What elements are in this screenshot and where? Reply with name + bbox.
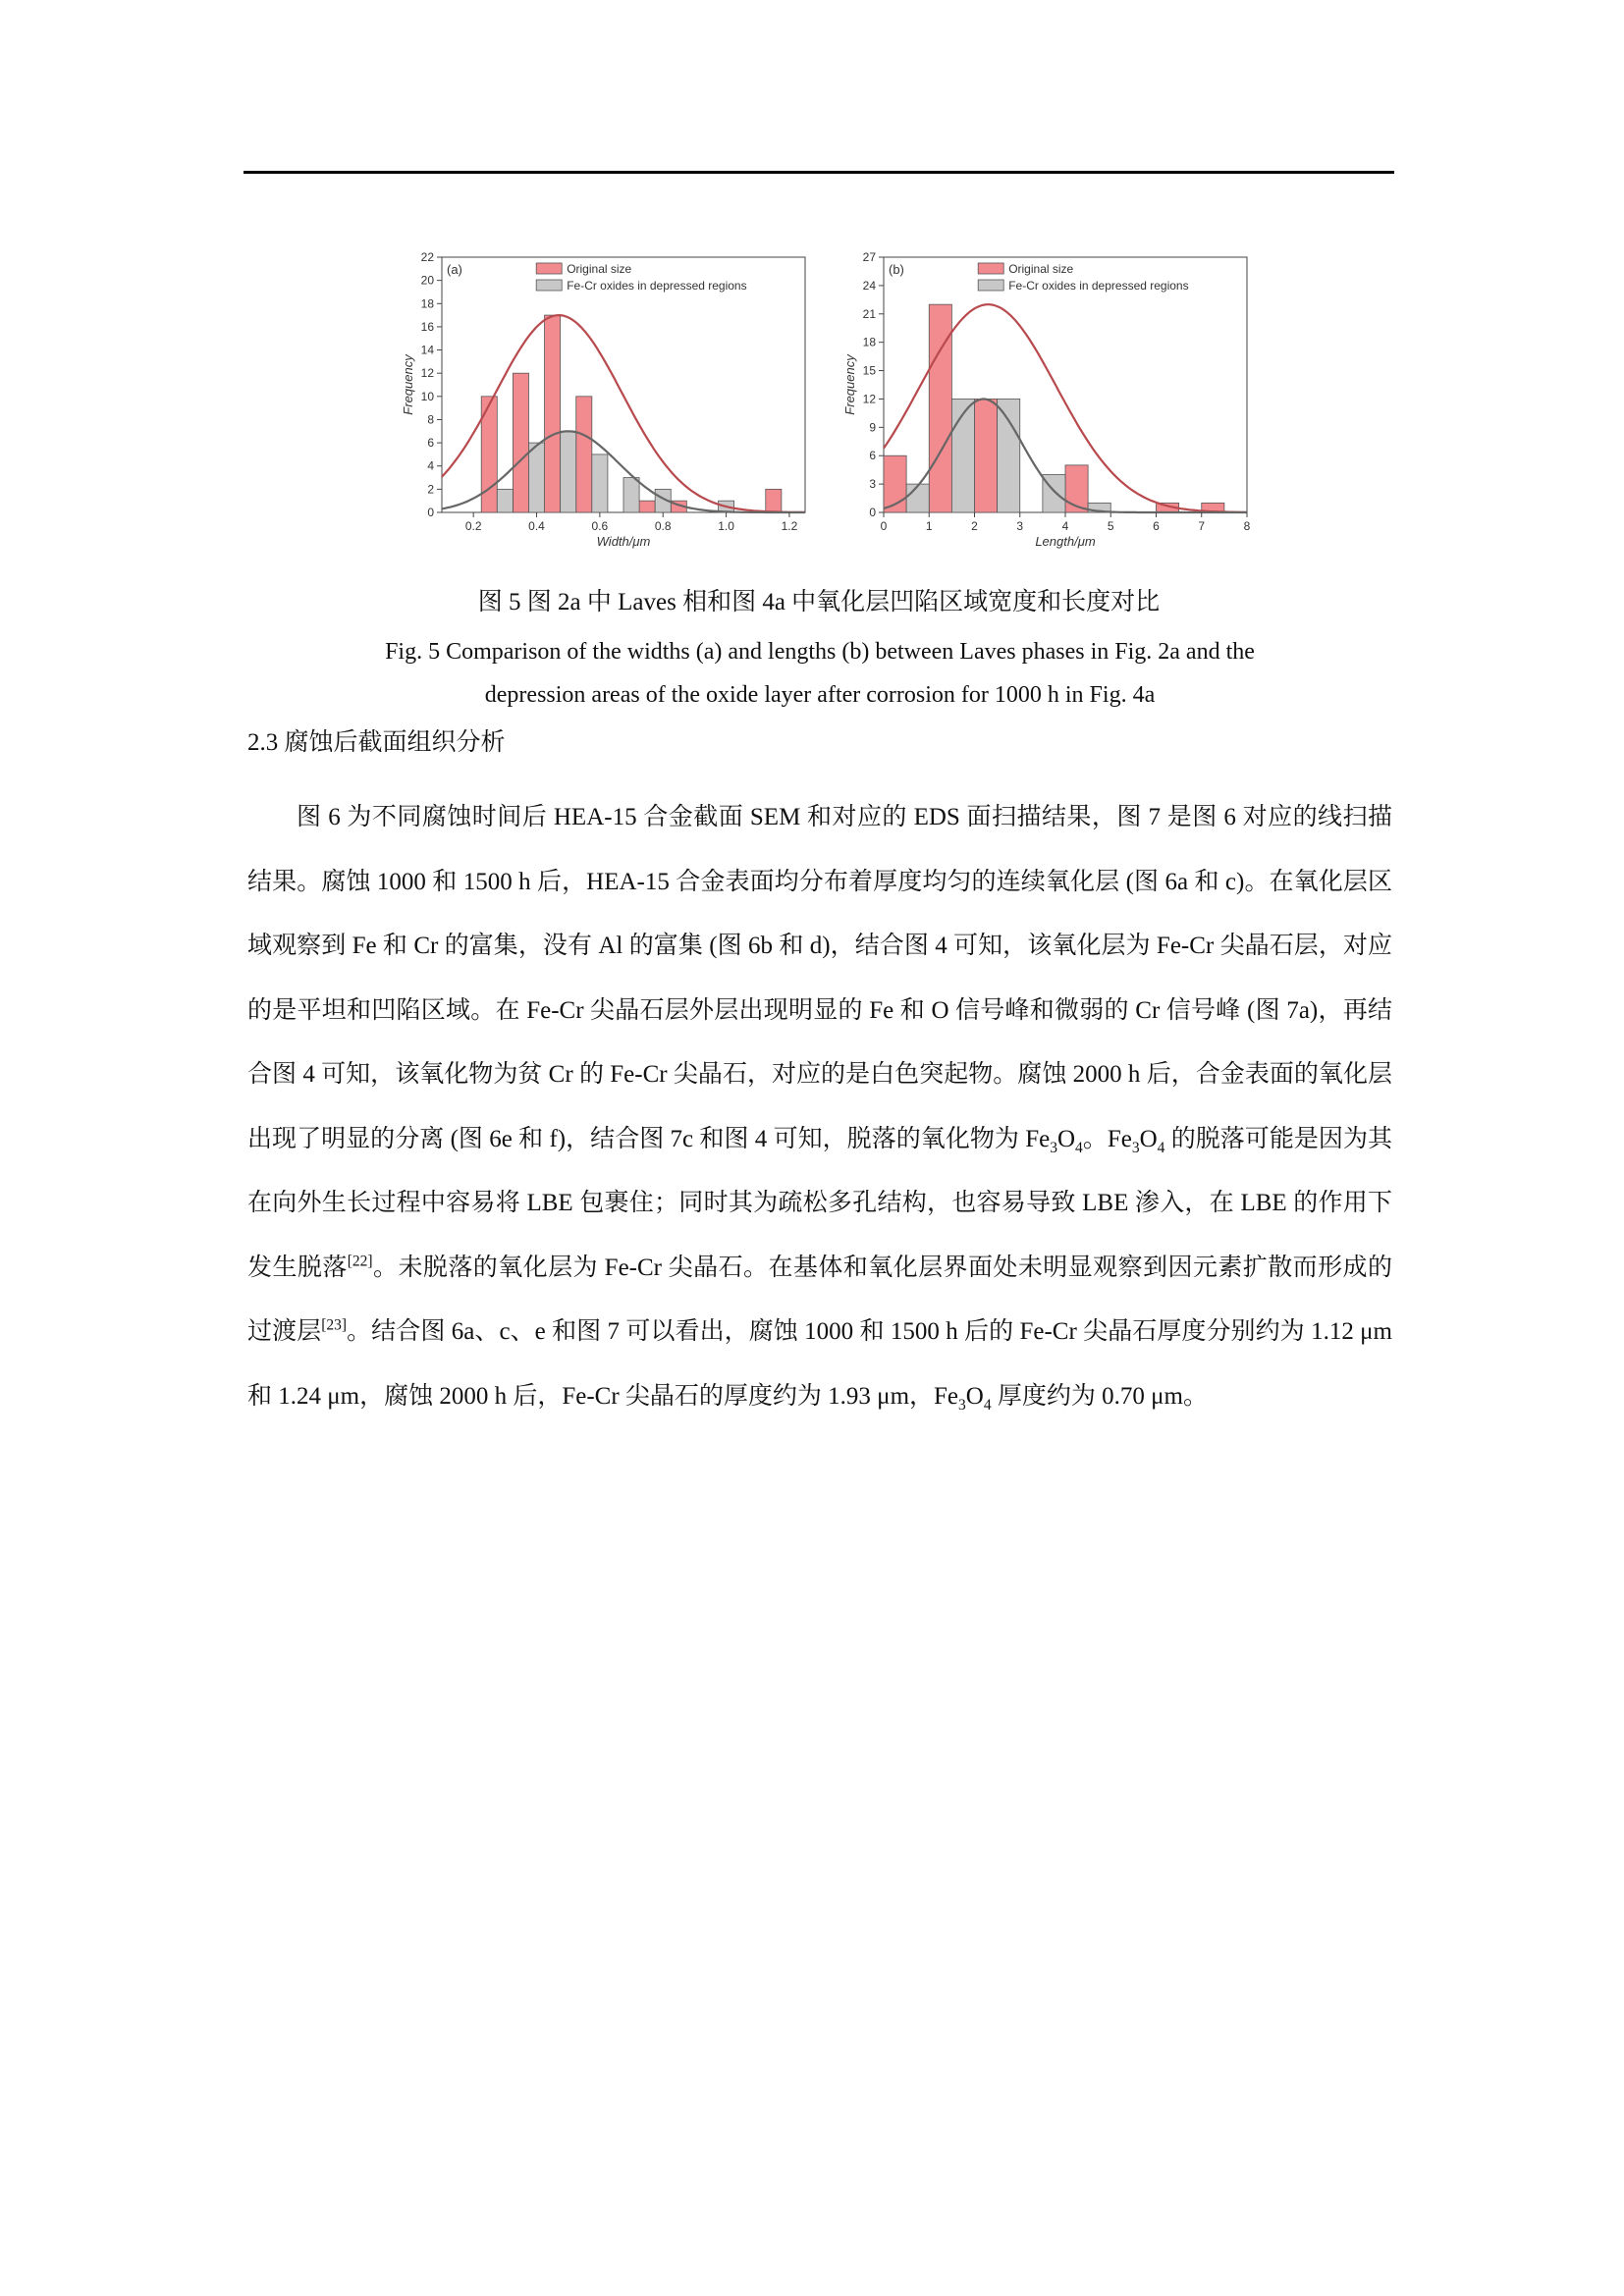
reference-22: [22] [347,1253,373,1270]
legend-swatch [536,280,562,291]
formula-element: O [1139,1125,1158,1152]
figure-5 [403,245,1257,560]
formula-subscript: 3 [1050,1139,1057,1156]
y-axis-label: Frequency [401,354,415,415]
y-tick-label: 12 [420,366,434,381]
legend-label: Original size [567,262,632,276]
paragraph-sentence-4: 。未脱落的氧化层为 Fe-Cr 尖晶石。在基体和氧化层界面处未明显观察到因元素扩散而形成的过渡层 [247,1254,1392,1345]
x-axis-label: Length/μm [1035,534,1096,549]
histogram-bar-original [766,489,782,512]
x-tick-label: 5 [1107,519,1114,533]
paragraph-sentence-5: 。结合图 6a、c、e 和图 7 可以看出，腐蚀 1000 和 1500 h 后的 Fe-Cr 尖晶石厚度分别约为 1.12 μm 和 1.24 μm，腐蚀 2000 h 后，Fe-Cr 尖晶石的厚度约为 1.93 μm，Fe [247,1318,1392,1410]
legend-swatch [978,280,1003,291]
formula-subscript: 4 [1075,1139,1083,1156]
y-tick-label: 20 [420,273,434,288]
y-tick-label: 15 [862,363,876,378]
x-tick-label: 0.4 [528,519,545,533]
y-tick-label: 6 [869,449,876,463]
figure-caption-en-line1: Fig. 5 Comparison of the widths (a) and lengths (b) between Laves phases in Fig. 2a and the [385,639,1255,665]
x-tick-label: 0 [880,519,888,533]
histogram-bar-oxide [561,431,576,512]
y-axis-label: Frequency [842,354,857,415]
x-tick-label: 4 [1061,519,1069,533]
y-tick-label: 2 [427,482,434,497]
x-tick-label: 1.2 [781,519,798,533]
histogram-width-svg [403,245,815,550]
panel-label: (b) [889,262,904,277]
legend-label: Fe-Cr oxides in depressed regions [567,279,747,293]
x-tick-label: 0.2 [464,519,482,533]
formula-subscript: 3 [1131,1139,1140,1156]
y-tick-label: 14 [420,343,434,357]
histogram-length-svg [844,245,1257,550]
legend-swatch [536,263,562,274]
y-tick-label: 18 [862,335,876,349]
histogram-bar-oxide [998,399,1020,512]
y-tick-label: 12 [862,392,876,406]
reference-23: [23] [321,1316,348,1334]
y-tick-label: 10 [420,389,434,403]
y-tick-label: 9 [869,420,876,435]
y-tick-label: 4 [427,458,434,473]
histogram-bar-oxide [592,454,608,512]
y-tick-label: 8 [427,412,434,427]
panel-label: (a) [447,262,462,277]
y-tick-label: 0 [869,506,876,519]
formula-element: O [965,1382,984,1410]
paragraph-sentence-6: 厚度约为 0.70 μm。 [991,1382,1208,1410]
x-tick-label: 3 [1016,519,1024,533]
histogram-bar-original [513,373,528,512]
y-tick-label: 27 [862,250,876,264]
histogram-length-chart [844,245,1257,550]
y-tick-label: 16 [420,319,434,334]
figure-caption-en-line2: depression areas of the oxide layer after corrosion for 1000 h in Fig. 4a [484,682,1156,708]
x-tick-label: 6 [1153,519,1160,533]
header-rule [244,171,1394,174]
x-tick-label: 0.8 [654,519,672,533]
paragraph-text [247,785,1392,1428]
paragraph-sentence-1: 图 6 为不同腐蚀时间后 HEA-15 合金截面 SEM 和对应的 EDS 面扫描结果，图 7 是图 6 对应的线扫描结果。腐蚀 1000 和 1500 h 后，HEA-15 合金表面均分布着厚度均匀的连续氧化层 (图 6a 和 c)。在氧化层区域观察到 Fe 和 Cr 的富集，没有 Al 的富集 (图 6b 和 d)，结合图 4 可知，该氧化层为 Fe-Cr 尖晶石层，对应的是平坦和凹陷区域。在 Fe-Cr 尖晶石层外层出现明显的 Fe 和 O 信号峰和微弱的 Cr 信号峰 (图 7a)，再结合图 4 可知，该氧化物为贫 Cr 的 Fe-Cr 尖晶石，对应的是白色突起物。腐蚀 2000 h 后，合金表面的氧化层出现了明显的分离 (图 6e 和 f)，结合图 7c 和图 4 可知，脱落的氧化物为 Fe [247,804,1392,1152]
y-tick-label: 24 [862,278,876,293]
x-tick-label: 7 [1198,519,1206,533]
histogram-width-chart [403,245,815,550]
y-tick-label: 3 [869,477,876,492]
legend-label: Fe-Cr oxides in depressed regions [1008,279,1189,293]
y-tick-label: 18 [420,296,434,311]
histogram-bar-oxide [951,399,974,512]
figure-caption-zh: 图 5 图 2a 中 Laves 相和图 4a 中氧化层凹陷区域宽度和长度对比 [477,589,1161,615]
figure-caption-en [275,630,1365,717]
histogram-bar-oxide [623,478,639,512]
histogram-bar-oxide [528,443,544,512]
x-tick-label: 2 [971,519,978,533]
legend-label: Original size [1008,262,1074,276]
y-tick-label: 21 [862,306,876,321]
section-heading: 2.3 腐蚀后截面组织分析 [247,729,506,756]
formula-subscript: 4 [1157,1139,1165,1156]
paragraph-sentence-3: 的脱落可能是因为其在向外生长过程中容易将 LBE 包裹住；同时其为疏松多孔结构，也容易导致 LBE 渗入，在 LBE 的作用下发生脱落 [247,1125,1392,1281]
formula-subscript: 3 [958,1396,966,1414]
y-tick-label: 0 [427,506,434,519]
formula-element: O [1056,1125,1076,1152]
x-tick-label: 0.6 [591,519,609,533]
histogram-bar-original [545,315,561,512]
y-tick-label: 6 [427,436,434,451]
histogram-bar-original [576,397,592,512]
histogram-bar-original [639,501,655,512]
histogram-bar-oxide [906,484,929,512]
x-tick-label: 8 [1243,519,1251,533]
x-axis-label: Width/μm [596,534,651,549]
body-paragraph [247,785,1392,1428]
histogram-bar-original [975,399,998,512]
x-tick-label: 1 [925,519,933,533]
y-tick-label: 22 [420,250,434,264]
x-tick-label: 1.0 [718,519,734,533]
paragraph-sentence-2: 。Fe [1082,1125,1132,1152]
formula-subscript: 4 [983,1396,992,1414]
legend-swatch [978,263,1003,274]
histogram-bar-oxide [497,489,513,512]
